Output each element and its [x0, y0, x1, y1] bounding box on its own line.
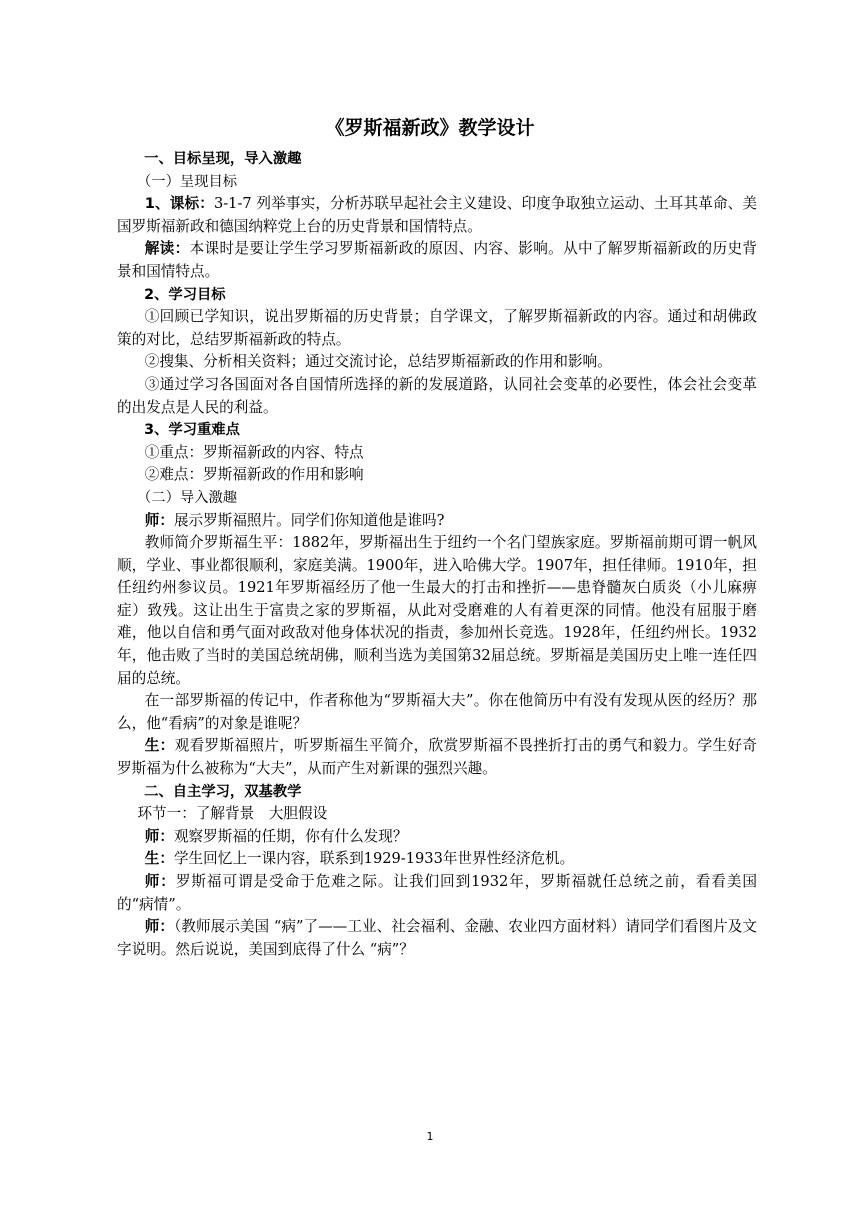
section-heading-goals: 一、目标呈现，导入激趣	[144, 151, 302, 167]
paragraph-text: （教师展示美国 “病”了——工业、社会福利、金融、农业四方面材料）请同学们看图片及文字说明。然后说说，美国到底得了什么 “病”？	[117, 918, 757, 958]
paragraph-key-point: ①重点：罗斯福新政的内容、特点	[144, 443, 364, 461]
paragraph-goal-2: ②搜集、分析相关资料；通过交流讨论，总结罗斯福新政的作用和影响。	[144, 353, 612, 371]
subheading-key-points: 3、学习重难点	[144, 422, 240, 439]
document-body	[117, 148, 757, 961]
paragraph-difficult-point: ②难点：罗斯福新政的作用和影响	[144, 466, 364, 484]
paragraph-teacher-crisis	[117, 871, 757, 916]
paragraph-student-response	[117, 735, 757, 780]
paragraph-roosevelt-biography: 教师简介罗斯福生平：1882年，罗斯福出生于纽约一个名门望族家庭。罗斯福前期可谓一帆风顺，学业、事业都很顺利，家庭美满。1900年，进入哈佛大学。1907年，担任律师。1910年，担任纽约州参议员。1921年罗斯福经历了他一生最大的打击和挫折——患脊髓灰白质炎（小儿麻痹症）致残。这让出生于富贵之家的罗斯福，从此对受磨难的人有着更深的同情。他没有屈服于磨难，他以自信和勇气面对政敌对他身体状况的指责，参加州长竞选。1928年，任纽约州长。1932年，他击败了当时的美国总统胡佛，顺利当选为美国第32届总统。罗斯福是美国历史上唯一连任四届的总统。	[117, 534, 757, 687]
paragraph-lead: 解读：	[144, 240, 190, 258]
paragraph-teacher-materials	[117, 916, 757, 961]
paragraph-text: 3-1-7 列举事实，分析苏联早起社会主义建设、印度争取独立运动、土耳其革命、美国罗斯福新政和德国纳粹党上台的历史背景和国情特点。	[117, 195, 758, 235]
paragraph-text: 罗斯福可谓是受命于危难之际。让我们回到1932年，罗斯福就任总统之前，看看美国的“病情”。	[117, 873, 757, 913]
paragraph-text: 观察罗斯福的任期，你有什么发现？	[173, 827, 408, 845]
paragraph-text: 学生回忆上一课内容，联系到1929-1933年世界性经济危机。	[173, 850, 575, 868]
paragraph-lead: 生：	[144, 737, 175, 755]
subheading-learning-goals: 2、学习目标	[144, 286, 226, 303]
paragraph-teacher-term-question	[117, 826, 757, 849]
subsection-introduction: （二）导入激趣	[137, 489, 238, 506]
paragraph-lead: 1、课标：	[144, 195, 214, 213]
subsection-present-goals: （一）呈现目标	[137, 173, 238, 190]
paragraph-lead: 师：	[144, 873, 176, 890]
paragraph-teacher-show-photo	[117, 510, 757, 533]
paragraph-lead: 师：	[144, 511, 174, 529]
paragraph-curriculum-standard	[117, 193, 757, 238]
paragraph-step-one: 环节一：了解背景 大胆假设	[137, 805, 328, 823]
paragraph-lead: 师：	[144, 918, 175, 936]
paragraph-lead: 生：	[144, 850, 174, 868]
paragraph-goal-1: ①回顾已学知识，说出罗斯福的历史背景；自学课文，了解罗斯福新政的内容。通过和胡佛政策的对比，总结罗斯福新政的特点。	[117, 308, 757, 348]
paragraph-text: 本课时是要让学生学习罗斯福新政的原因、内容、影响。从中了解罗斯福新政的历史背景和国情特点。	[117, 240, 757, 280]
paragraph-doctor-question: 在一部罗斯福的传记中，作者称他为“罗斯福大夫”。你在他简历中有没有发现从医的经历？那么，他“看病”的对象是谁呢？	[117, 692, 757, 732]
paragraph-lead: 师：	[144, 827, 174, 845]
page-number: 1	[426, 1130, 434, 1143]
paragraph-text: 展示罗斯福照片。同学们你知道他是谁吗?	[173, 511, 445, 529]
paragraph-text: 观看罗斯福照片，听罗斯福生平简介，欣赏罗斯福不畏挫折打击的勇气和毅力。学生好奇罗斯福为什么被称为“大夫”，从而产生对新课的强烈兴趣。	[117, 737, 757, 778]
section-heading-self-study: 二、自主学习，双基教学	[144, 783, 302, 800]
paragraph-student-recall	[117, 848, 757, 871]
document-title: 《罗斯福新政》教学设计	[325, 117, 535, 139]
paragraph-goal-3: ③通过学习各国面对各自国情所选择的新的发展道路，认同社会变革的必要性，体会社会变革的出发点是人民的利益。	[117, 375, 757, 416]
paragraph-interpretation	[117, 238, 757, 283]
